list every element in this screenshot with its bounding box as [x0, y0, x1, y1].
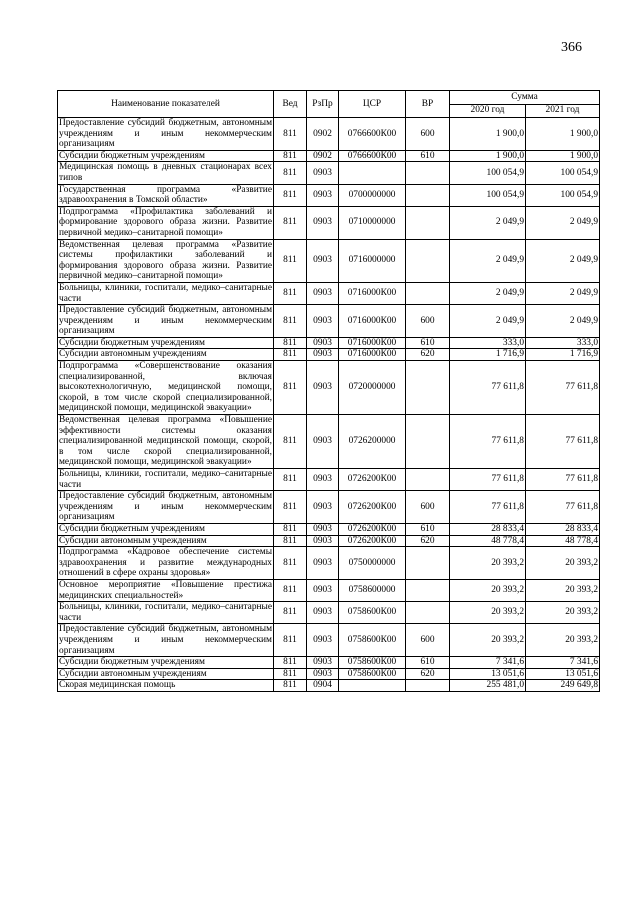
cell-ved: 811	[274, 349, 307, 361]
cell-name: Подпрограмма «Профилактика заболеваний и формирование здорового образа жизни. Развитие первичной медико–санитарной помощи»	[59, 206, 272, 238]
cell-rzpr: 0902	[307, 118, 339, 151]
cell-sum-2021: 77 611,8	[526, 415, 600, 469]
cell-sum-2020: 48 778,4	[450, 535, 526, 547]
cell-sum-2020: 77 611,8	[450, 469, 526, 491]
cell-rzpr: 0903	[307, 469, 339, 491]
table-row	[58, 657, 600, 669]
cell-name: Субсидии автономным учреждениям	[58, 349, 274, 361]
cell-sum-2021: 2 049,9	[526, 239, 600, 282]
cell-sum-2021: 2 049,9	[526, 305, 600, 338]
cell-sum-2020: 77 611,8	[450, 491, 526, 524]
table-row	[58, 668, 600, 680]
table-row	[58, 579, 600, 601]
table-row	[58, 305, 600, 338]
cell-csr: 0750000000	[339, 547, 406, 580]
cell-sum-2020: 13 051,6	[450, 668, 526, 680]
cell-vr: 620	[406, 668, 450, 680]
cell-sum-2020: 255 481,0	[450, 680, 526, 692]
cell-sum-2020: 7 341,6	[450, 657, 526, 669]
cell-sum-2021: 20 393,2	[526, 547, 600, 580]
cell-rzpr: 0903	[307, 668, 339, 680]
cell-rzpr: 0903	[307, 337, 339, 349]
table-row	[58, 206, 600, 239]
cell-vr: 600	[406, 118, 450, 151]
cell-ved: 811	[274, 491, 307, 524]
cell-csr: 0716000К00	[339, 349, 406, 361]
cell-rzpr: 0902	[307, 150, 339, 162]
cell-ved: 811	[274, 547, 307, 580]
cell-ved: 811	[274, 239, 307, 282]
cell-ved: 811	[274, 206, 307, 239]
cell-sum-2020: 1 716,9	[450, 349, 526, 361]
cell-sum-2021: 333,0	[526, 337, 600, 349]
cell-vr: 610	[406, 657, 450, 669]
table-row	[58, 535, 600, 547]
cell-vr	[406, 602, 450, 624]
cell-csr: 0726200К00	[339, 491, 406, 524]
cell-rzpr: 0903	[307, 361, 339, 415]
cell-rzpr: 0903	[307, 239, 339, 282]
cell-vr: 610	[406, 523, 450, 535]
cell-sum-2020: 333,0	[450, 337, 526, 349]
table-row	[58, 184, 600, 206]
cell-name: Предоставление субсидий бюджетным, автономным учреждениям и иным некоммерческим организациям	[59, 624, 272, 656]
page-number: 366	[561, 40, 582, 55]
cell-vr	[406, 680, 450, 692]
cell-name: Больницы, клиники, госпитали, медико–санитарные части	[59, 282, 272, 304]
cell-sum-2020: 77 611,8	[450, 415, 526, 469]
cell-sum-2020: 1 900,0	[450, 150, 526, 162]
cell-sum-2021: 20 393,2	[526, 579, 600, 601]
cell-csr: 0726200К00	[339, 469, 406, 491]
cell-vr	[406, 469, 450, 491]
cell-ved: 811	[274, 150, 307, 162]
cell-name: Субсидии бюджетным учреждениям	[58, 337, 274, 349]
table-row	[58, 680, 600, 692]
cell-csr: 0716000К00	[339, 282, 406, 304]
cell-sum-2021: 48 778,4	[526, 535, 600, 547]
cell-vr: 600	[406, 624, 450, 657]
cell-name: Предоставление субсидий бюджетным, автономным учреждениям и иным некоммерческим организациям	[59, 491, 272, 523]
cell-csr: 0758600К00	[339, 602, 406, 624]
cell-sum-2020: 20 393,2	[450, 602, 526, 624]
cell-ved: 811	[274, 579, 307, 601]
cell-sum-2021: 20 393,2	[526, 624, 600, 657]
cell-ved: 811	[274, 415, 307, 469]
cell-rzpr: 0903	[307, 523, 339, 535]
table-row	[58, 361, 600, 415]
cell-name: Основное мероприятие «Повышение престижа медицинских специальностей»	[59, 579, 272, 601]
cell-rzpr: 0903	[307, 349, 339, 361]
cell-ved: 811	[274, 602, 307, 624]
cell-sum-2021: 100 054,9	[526, 184, 600, 206]
cell-sum-2020: 2 049,9	[450, 305, 526, 338]
table-header	[58, 91, 600, 118]
cell-name: Субсидии бюджетным учреждениям	[58, 150, 274, 162]
cell-vr: 610	[406, 337, 450, 349]
cell-rzpr: 0903	[307, 547, 339, 580]
table-row	[58, 547, 600, 580]
cell-sum-2021: 2 049,9	[526, 282, 600, 304]
cell-sum-2020: 100 054,9	[450, 162, 526, 184]
table-row	[58, 239, 600, 282]
cell-rzpr: 0903	[307, 415, 339, 469]
cell-sum-2021: 13 051,6	[526, 668, 600, 680]
cell-ved: 811	[274, 668, 307, 680]
cell-sum-2021: 77 611,8	[526, 361, 600, 415]
cell-rzpr: 0903	[307, 491, 339, 524]
cell-csr: 0758600К00	[339, 668, 406, 680]
cell-ved: 811	[274, 535, 307, 547]
cell-csr: 0726200000	[339, 415, 406, 469]
cell-sum-2021: 100 054,9	[526, 162, 600, 184]
header-csr: ЦСР	[339, 91, 406, 118]
cell-sum-2021: 1 900,0	[526, 118, 600, 151]
cell-sum-2021: 1 900,0	[526, 150, 600, 162]
cell-name: Предоставление субсидий бюджетным, автономным учреждениям и иным некоммерческим организациям	[59, 118, 272, 150]
cell-ved: 811	[274, 282, 307, 304]
cell-rzpr: 0903	[307, 206, 339, 239]
cell-ved: 811	[274, 337, 307, 349]
cell-ved: 811	[274, 469, 307, 491]
cell-vr: 600	[406, 491, 450, 524]
cell-ved: 811	[274, 680, 307, 692]
cell-vr	[406, 361, 450, 415]
cell-ved: 811	[274, 184, 307, 206]
cell-name: Подпрограмма «Совершенствование оказания специализированной, включая высокотехнологичную, медицинской помощи, скорой, в том числе скорой специализированной, медицинской помощи, медицинской эвакуации»	[59, 361, 272, 414]
cell-csr: 0758600К00	[339, 624, 406, 657]
cell-name: Государственная программа «Развитие здравоохранения в Томской области»	[59, 184, 272, 206]
header-name: Наименование показателей	[58, 91, 274, 118]
cell-sum-2020: 28 833,4	[450, 523, 526, 535]
cell-vr	[406, 206, 450, 239]
cell-vr: 610	[406, 150, 450, 162]
cell-vr	[406, 282, 450, 304]
cell-sum-2020: 2 049,9	[450, 206, 526, 239]
cell-csr: 0700000000	[339, 184, 406, 206]
cell-name: Медицинская помощь в дневных стационарах всех типов	[59, 162, 272, 183]
cell-sum-2020: 20 393,2	[450, 579, 526, 601]
cell-csr: 0720000000	[339, 361, 406, 415]
cell-sum-2020: 100 054,9	[450, 184, 526, 206]
cell-rzpr: 0903	[307, 579, 339, 601]
cell-sum-2021: 77 611,8	[526, 491, 600, 524]
cell-vr	[406, 184, 450, 206]
header-year-2021: 2021 год	[526, 104, 600, 118]
cell-name: Предоставление субсидий бюджетным, автономным учреждениям и иным некоммерческим организациям	[59, 305, 272, 337]
cell-sum-2021: 249 649,8	[526, 680, 600, 692]
cell-sum-2020: 1 900,0	[450, 118, 526, 151]
cell-sum-2020: 2 049,9	[450, 239, 526, 282]
table-row	[58, 282, 600, 304]
header-rzpr: РзПр	[307, 91, 339, 118]
cell-csr: 0758600000	[339, 579, 406, 601]
table-row	[58, 415, 600, 469]
cell-sum-2021: 1 716,9	[526, 349, 600, 361]
table-row	[58, 150, 600, 162]
cell-sum-2020: 2 049,9	[450, 282, 526, 304]
cell-sum-2020: 20 393,2	[450, 624, 526, 657]
cell-csr: 0758600К00	[339, 657, 406, 669]
cell-rzpr: 0903	[307, 184, 339, 206]
budget-table	[57, 90, 600, 692]
cell-vr	[406, 415, 450, 469]
cell-sum-2020: 77 611,8	[450, 361, 526, 415]
table-row	[58, 337, 600, 349]
cell-rzpr: 0903	[307, 535, 339, 547]
cell-rzpr: 0904	[307, 680, 339, 692]
table-row	[58, 469, 600, 491]
cell-name: Субсидии бюджетным учреждениям	[58, 523, 274, 535]
cell-rzpr: 0903	[307, 305, 339, 338]
cell-ved: 811	[274, 624, 307, 657]
cell-vr: 620	[406, 535, 450, 547]
table-row	[58, 491, 600, 524]
cell-name: Больницы, клиники, госпитали, медико–санитарные части	[59, 602, 272, 623]
cell-rzpr: 0903	[307, 602, 339, 624]
cell-name: Ведомственная целевая программа «Повышение эффективности системы оказания специализированной медицинской помощи, скорой, в том числе скорой специализированной, медицинской помощи, медицинской эвакуации»	[59, 415, 272, 468]
cell-ved: 811	[274, 657, 307, 669]
cell-rzpr: 0903	[307, 162, 339, 184]
header-ved: Вед	[274, 91, 307, 118]
table-row	[58, 624, 600, 657]
table-row	[58, 162, 600, 184]
cell-rzpr: 0903	[307, 657, 339, 669]
cell-ved: 811	[274, 361, 307, 415]
cell-rzpr: 0903	[307, 282, 339, 304]
cell-name: Подпрограмма «Кадровое обеспечение системы здравоохранения и развитие международных отношений в сфере охраны здоровья»	[59, 547, 272, 579]
table-row	[58, 118, 600, 151]
cell-name: Скорая медицинская помощь	[58, 680, 274, 692]
cell-sum-2020: 20 393,2	[450, 547, 526, 580]
cell-vr: 620	[406, 349, 450, 361]
cell-csr: 0710000000	[339, 206, 406, 239]
header-vr: ВР	[406, 91, 450, 118]
cell-name: Больницы, клиники, госпитали, медико–санитарные части	[59, 469, 272, 490]
cell-csr	[339, 162, 406, 184]
table-row	[58, 602, 600, 624]
cell-csr: 0726200К00	[339, 523, 406, 535]
cell-csr: 0766600К00	[339, 150, 406, 162]
cell-name: Субсидии автономным учреждениям	[58, 668, 274, 680]
cell-ved: 811	[274, 523, 307, 535]
cell-csr: 0716000000	[339, 239, 406, 282]
cell-name: Ведомственная целевая программа «Развитие системы профилактики заболеваний и формирования здорового образа жизни. Развитие первичной медико–санитарной помощи»	[59, 239, 272, 282]
cell-rzpr: 0903	[307, 624, 339, 657]
cell-sum-2021: 7 341,6	[526, 657, 600, 669]
cell-ved: 811	[274, 305, 307, 338]
cell-sum-2021: 28 833,4	[526, 523, 600, 535]
cell-sum-2021: 20 393,2	[526, 602, 600, 624]
cell-name: Субсидии автономным учреждениям	[58, 535, 274, 547]
table-body	[58, 118, 600, 692]
table-row	[58, 523, 600, 535]
cell-vr	[406, 579, 450, 601]
cell-ved: 811	[274, 162, 307, 184]
cell-csr	[339, 680, 406, 692]
cell-vr	[406, 239, 450, 282]
cell-csr: 0766600К00	[339, 118, 406, 151]
cell-vr: 600	[406, 305, 450, 338]
cell-ved: 811	[274, 118, 307, 151]
cell-csr: 0726200К00	[339, 535, 406, 547]
cell-vr	[406, 162, 450, 184]
cell-name: Субсидии бюджетным учреждениям	[58, 657, 274, 669]
cell-vr	[406, 547, 450, 580]
table-row	[58, 349, 600, 361]
header-year-2020: 2020 год	[450, 104, 526, 118]
cell-sum-2021: 2 049,9	[526, 206, 600, 239]
cell-sum-2021: 77 611,8	[526, 469, 600, 491]
cell-csr: 0716000К00	[339, 305, 406, 338]
cell-csr: 0716000К00	[339, 337, 406, 349]
header-sum: Сумма	[450, 91, 600, 105]
